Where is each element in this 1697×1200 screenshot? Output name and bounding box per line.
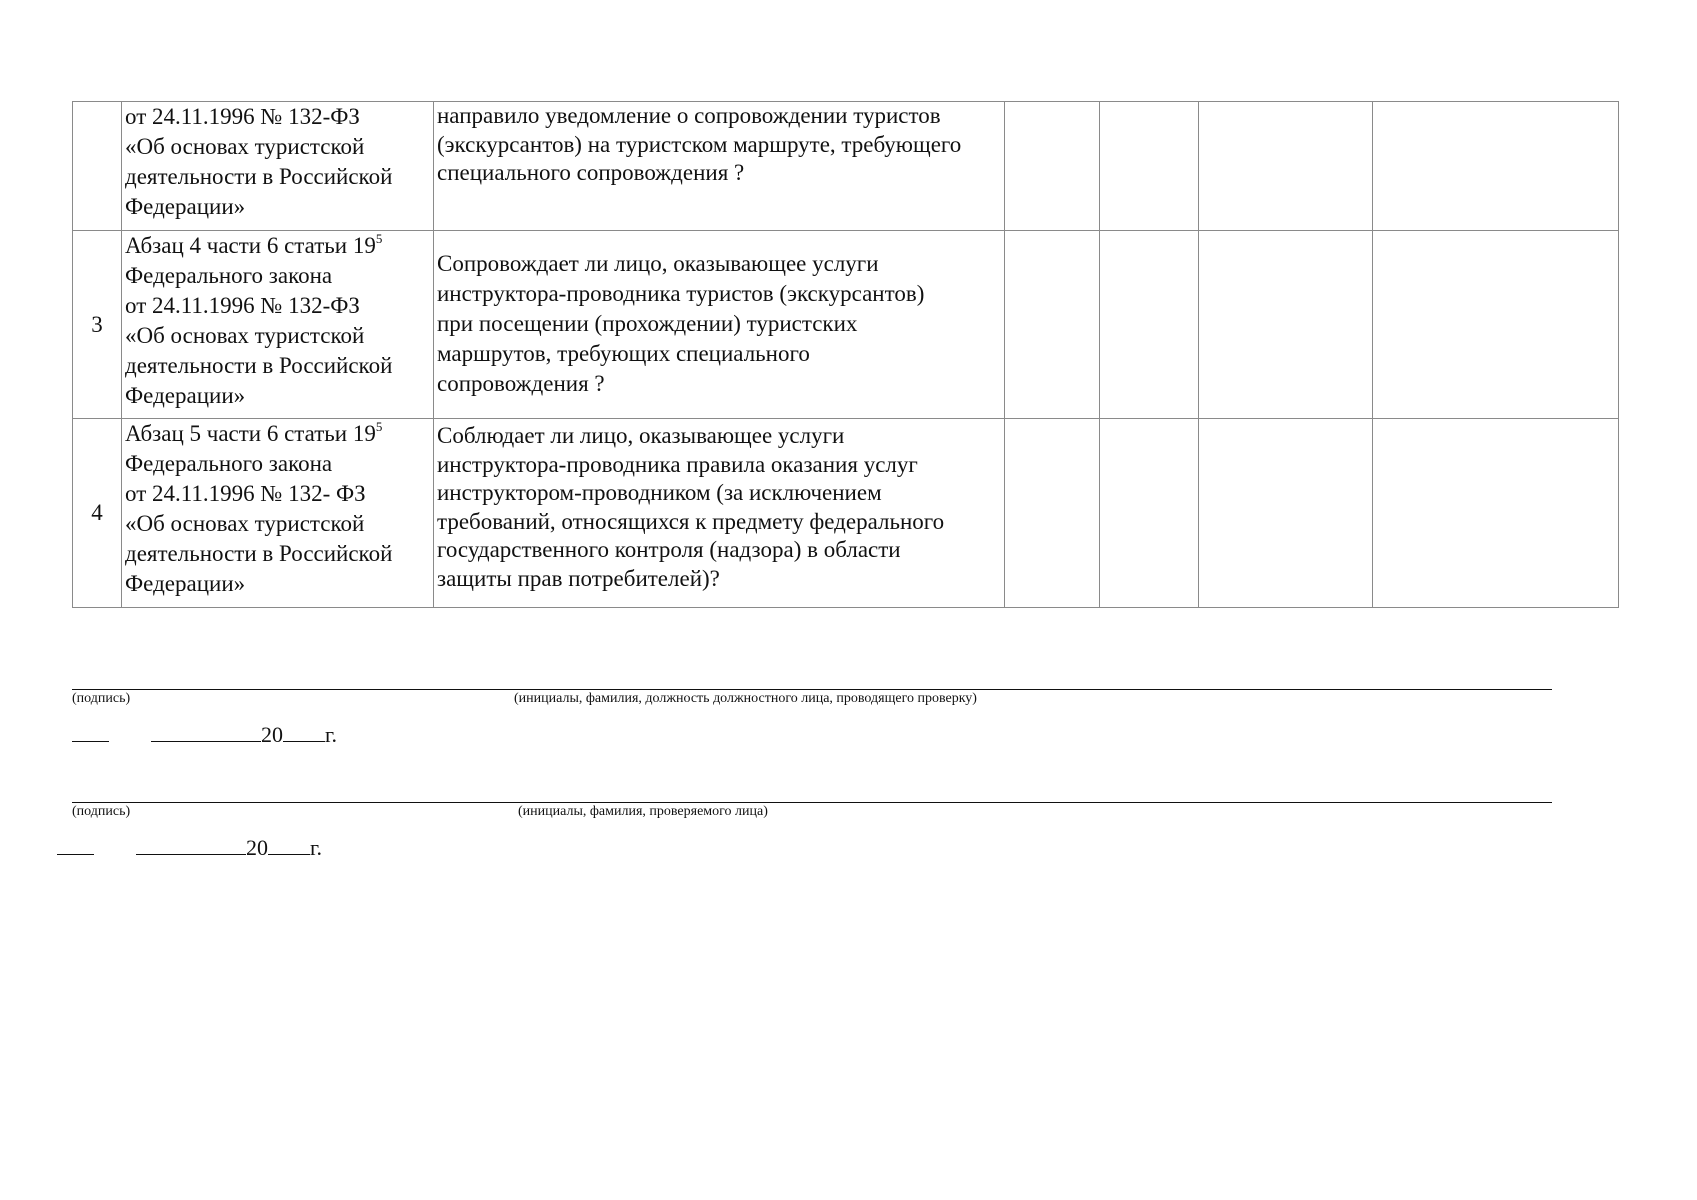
year-blank[interactable] bbox=[268, 834, 310, 855]
question-line: Соблюдает ли лицо, оказывающее услуги bbox=[437, 423, 845, 448]
inspector-signature-line[interactable] bbox=[72, 689, 1552, 690]
question-cell bbox=[434, 231, 1005, 419]
question-line: инструктора-проводника правила оказания услуг bbox=[437, 451, 918, 477]
answer-not-applicable-cell[interactable] bbox=[1199, 419, 1373, 608]
question-line: государственного контроля (надзора) в области bbox=[437, 537, 901, 562]
inspector-signature-label: (подпись) bbox=[72, 691, 131, 706]
answer-not-applicable-cell[interactable] bbox=[1199, 231, 1373, 419]
checklist-table bbox=[72, 101, 1619, 608]
legal-basis-cell bbox=[122, 102, 434, 231]
question-line: сопровождения ? bbox=[437, 371, 605, 396]
basis-line: Федерации» bbox=[125, 383, 246, 408]
month-blank[interactable] bbox=[136, 834, 246, 855]
day-blank[interactable] bbox=[72, 721, 109, 742]
question-cell bbox=[434, 419, 1005, 608]
basis-line: Федерального закона bbox=[125, 263, 333, 288]
day-blank[interactable] bbox=[57, 834, 94, 855]
answer-yes-cell[interactable] bbox=[1005, 231, 1100, 419]
basis-line: деятельности в Российской bbox=[125, 541, 393, 566]
basis-line: Федерального закона bbox=[125, 451, 333, 476]
question-line: специального сопровождения ? bbox=[437, 160, 745, 185]
answer-not-applicable-cell[interactable] bbox=[1199, 102, 1373, 231]
question-cell bbox=[434, 102, 1005, 231]
basis-line: «Об основах туристской bbox=[125, 323, 365, 348]
legal-basis-cell bbox=[122, 419, 434, 608]
question-line: требований, относящихся к предмету федерального bbox=[437, 508, 945, 534]
answer-yes-cell[interactable] bbox=[1005, 419, 1100, 608]
table-row bbox=[73, 102, 1619, 231]
basis-line: деятельности в Российской bbox=[125, 353, 393, 378]
row-number bbox=[73, 102, 122, 231]
inspected-date bbox=[57, 834, 322, 861]
question-line: направило уведомление о сопровождении туристов bbox=[437, 103, 941, 128]
basis-line: от 24.11.1996 № 132-ФЗ bbox=[125, 104, 360, 129]
year-prefix: 20 bbox=[246, 835, 268, 860]
table-row bbox=[73, 419, 1619, 608]
basis-line: Федерации» bbox=[125, 194, 246, 219]
note-cell[interactable] bbox=[1373, 419, 1619, 608]
inspector-name-label: (инициалы, фамилия, должность должностного лица, проводящего проверку) bbox=[514, 691, 977, 706]
basis-first-text: Абзац 5 части 6 статьи 19 bbox=[125, 421, 376, 446]
inspected-signature-label: (подпись) bbox=[72, 804, 131, 819]
basis-line: от 24.11.1996 № 132- ФЗ bbox=[125, 481, 366, 506]
inspected-name-label: (инициалы, фамилия, проверяемого лица) bbox=[518, 804, 768, 819]
row-number: 3 bbox=[73, 231, 122, 419]
answer-no-cell[interactable] bbox=[1100, 231, 1199, 419]
note-cell[interactable] bbox=[1373, 231, 1619, 419]
basis-line: Федерации» bbox=[125, 571, 246, 596]
question-line: (экскурсантов) на туристском маршруте, требующего bbox=[437, 131, 962, 157]
superscript: 5 bbox=[375, 419, 383, 434]
basis-line: деятельности в Российской bbox=[125, 164, 393, 189]
month-blank[interactable] bbox=[151, 721, 261, 742]
question-line: при посещении (прохождении) туристских bbox=[437, 311, 858, 336]
answer-no-cell[interactable] bbox=[1100, 102, 1199, 231]
question-line: защиты прав потребителей)? bbox=[437, 565, 720, 591]
question-line: инструктора-проводника туристов (экскурсантов) bbox=[437, 281, 925, 306]
year-blank[interactable] bbox=[283, 721, 325, 742]
answer-yes-cell[interactable] bbox=[1005, 102, 1100, 231]
year-prefix: 20 bbox=[261, 722, 283, 747]
question-line: маршрутов, требующих специального bbox=[437, 341, 810, 366]
note-cell[interactable] bbox=[1373, 102, 1619, 231]
basis-line: «Об основах туристской bbox=[125, 511, 365, 536]
question-line: Сопровождает ли лицо, оказывающее услуги bbox=[437, 251, 879, 276]
table-row bbox=[73, 231, 1619, 419]
superscript: 5 bbox=[375, 231, 383, 246]
row-number: 4 bbox=[73, 419, 122, 608]
answer-no-cell[interactable] bbox=[1100, 419, 1199, 608]
year-suffix: г. bbox=[325, 722, 338, 747]
year-suffix: г. bbox=[310, 835, 323, 860]
basis-line bbox=[125, 231, 430, 261]
basis-first-text: Абзац 4 части 6 статьи 19 bbox=[125, 233, 376, 258]
inspector-date bbox=[72, 721, 337, 748]
inspected-person-signature-line[interactable] bbox=[72, 802, 1552, 803]
basis-line: от 24.11.1996 № 132-ФЗ bbox=[125, 293, 360, 318]
basis-line bbox=[125, 419, 430, 449]
question-line: инструктором-проводником (за исключением bbox=[437, 480, 882, 505]
basis-line: «Об основах туристской bbox=[125, 134, 365, 159]
legal-basis-cell bbox=[122, 231, 434, 419]
